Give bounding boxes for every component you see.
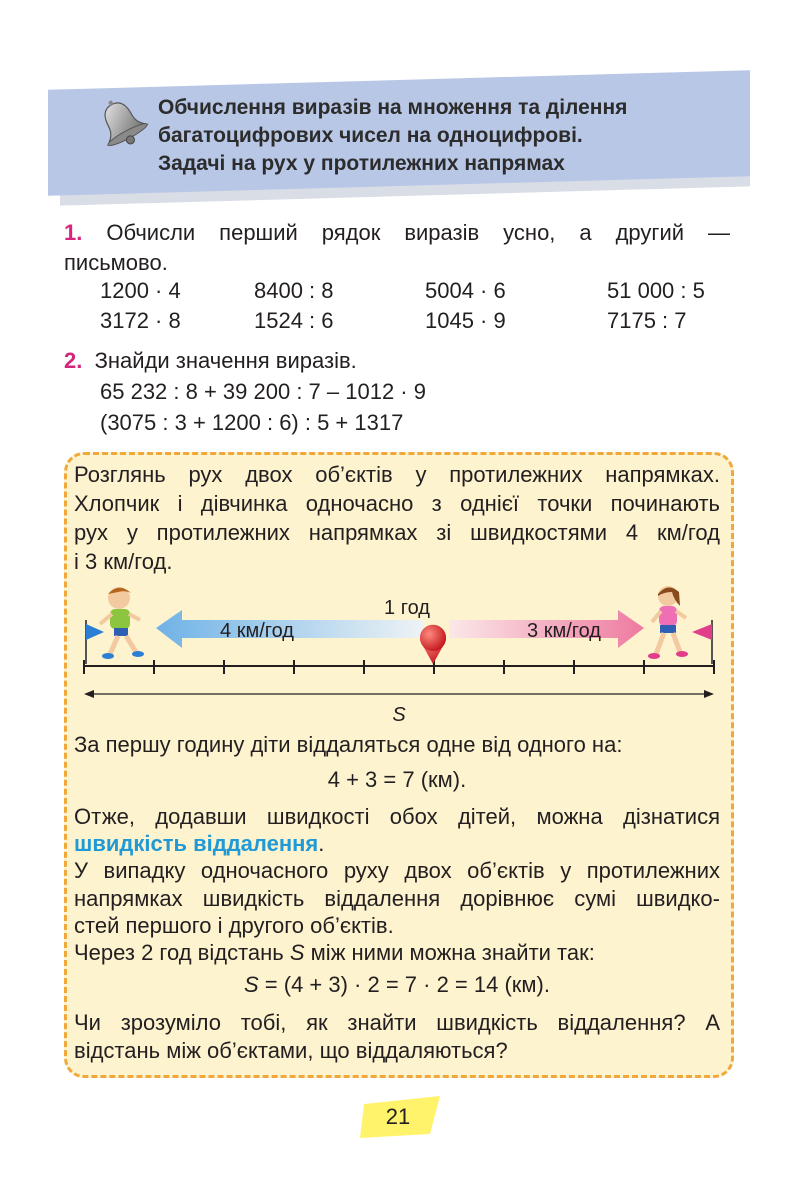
left-speed-label: 4 км/год bbox=[220, 620, 294, 642]
italic-s: S bbox=[289, 940, 305, 965]
right-speed-label: 3 км/год bbox=[527, 620, 601, 642]
question-line-2: відстань між об’єктами, що віддаляються? bbox=[74, 1038, 508, 1063]
expression-r1c1: 1200 · 4 bbox=[100, 278, 181, 303]
exercise-1-line-1 bbox=[64, 218, 730, 248]
page-number: 21 bbox=[385, 1104, 411, 1129]
exercise-2-text: Знайди значення виразів. bbox=[94, 348, 357, 373]
term-line bbox=[74, 829, 720, 859]
boy-running-icon bbox=[100, 587, 144, 659]
start-point-pin-icon bbox=[420, 625, 446, 664]
expression-r1c4: 51 000 : 5 bbox=[607, 278, 705, 303]
expression-r2c2: 1524 : 6 bbox=[254, 308, 334, 333]
expression-r1c2: 8400 : 8 bbox=[254, 278, 334, 303]
time-label: 1 год bbox=[384, 597, 430, 619]
page-title bbox=[158, 94, 738, 178]
question-line-1: Чи зрозуміло тобі, як знайти швидкість віддалення? А bbox=[74, 1010, 720, 1035]
rule-line-1: У випадку одночасного руху двох об’єктів у протилежних bbox=[74, 858, 720, 883]
exercise-1-number: 1. bbox=[64, 220, 83, 245]
italic-s: S bbox=[243, 972, 259, 997]
distance-label: S bbox=[392, 704, 406, 726]
rule-line-3: стей першого і другого об’єктів. bbox=[74, 913, 394, 938]
intro-line-1: Розглянь рух двох об’єктів у протилежних напрямках. bbox=[74, 462, 720, 487]
conclusion-line: Отже, додавши швидкості обох дітей, можна дізнатися bbox=[74, 804, 720, 829]
girl-running-icon bbox=[648, 586, 688, 659]
intro-line-2: Хлопчик і дівчинка одночасно з однієї точки починають bbox=[74, 491, 720, 516]
rule-line-2: напрямках швидкість віддалення дорівнює сумі швидко- bbox=[74, 886, 720, 911]
expression-r2c3: 1045 · 9 bbox=[425, 308, 506, 333]
expression-r2c4: 7175 : 7 bbox=[607, 308, 687, 333]
expression-r1c3: 5004 · 6 bbox=[425, 278, 506, 303]
exercise-2-expression-2: (3075 : 3 + 1200 : 6) : 5 + 1317 bbox=[100, 410, 404, 435]
exercise-2-expression-1: 65 232 : 8 + 39 200 : 7 – 1012 · 9 bbox=[100, 379, 426, 404]
intro-line-3: рух у протилежних напрямках зі швидкостями 4 км/год bbox=[74, 520, 720, 545]
pink-flag-icon bbox=[692, 620, 712, 664]
title-line-1: Обчислення виразів на множення та ділення bbox=[158, 96, 628, 119]
term-end: . bbox=[318, 831, 325, 856]
intro-line-4: і 3 км/год. bbox=[74, 549, 173, 574]
title-line-3: Задачі на рух у протилежних напрямах bbox=[158, 152, 565, 175]
blue-flag-icon bbox=[86, 620, 104, 664]
title-line-2: багатоцифрових чисел на одноцифрові. bbox=[158, 124, 583, 147]
distance-arrow bbox=[84, 690, 714, 698]
motion-diagram bbox=[74, 580, 724, 730]
equation-1: 4 + 3 = 7 (км). bbox=[327, 767, 467, 792]
exercise-1-text: Обчисли перший рядок виразів усно, а другий — bbox=[106, 220, 730, 245]
equation-2: S = (4 + 3) · 2 = 7 · 2 = 14 (км). bbox=[243, 972, 550, 997]
exercise-1-line-2: письмово. bbox=[64, 250, 168, 275]
exercise-2-number: 2. bbox=[64, 348, 83, 373]
exercise-2-title bbox=[64, 346, 357, 376]
expression-r2c1: 3172 · 8 bbox=[100, 308, 181, 333]
bell-icon bbox=[92, 96, 152, 152]
through-line: Через 2 год відстань S між ними можна знайти так: bbox=[74, 940, 595, 965]
term-separation-speed: швидкість віддалення bbox=[74, 831, 319, 856]
first-hour-line: За першу годину діти віддаляться одне від одного на: bbox=[74, 732, 623, 757]
